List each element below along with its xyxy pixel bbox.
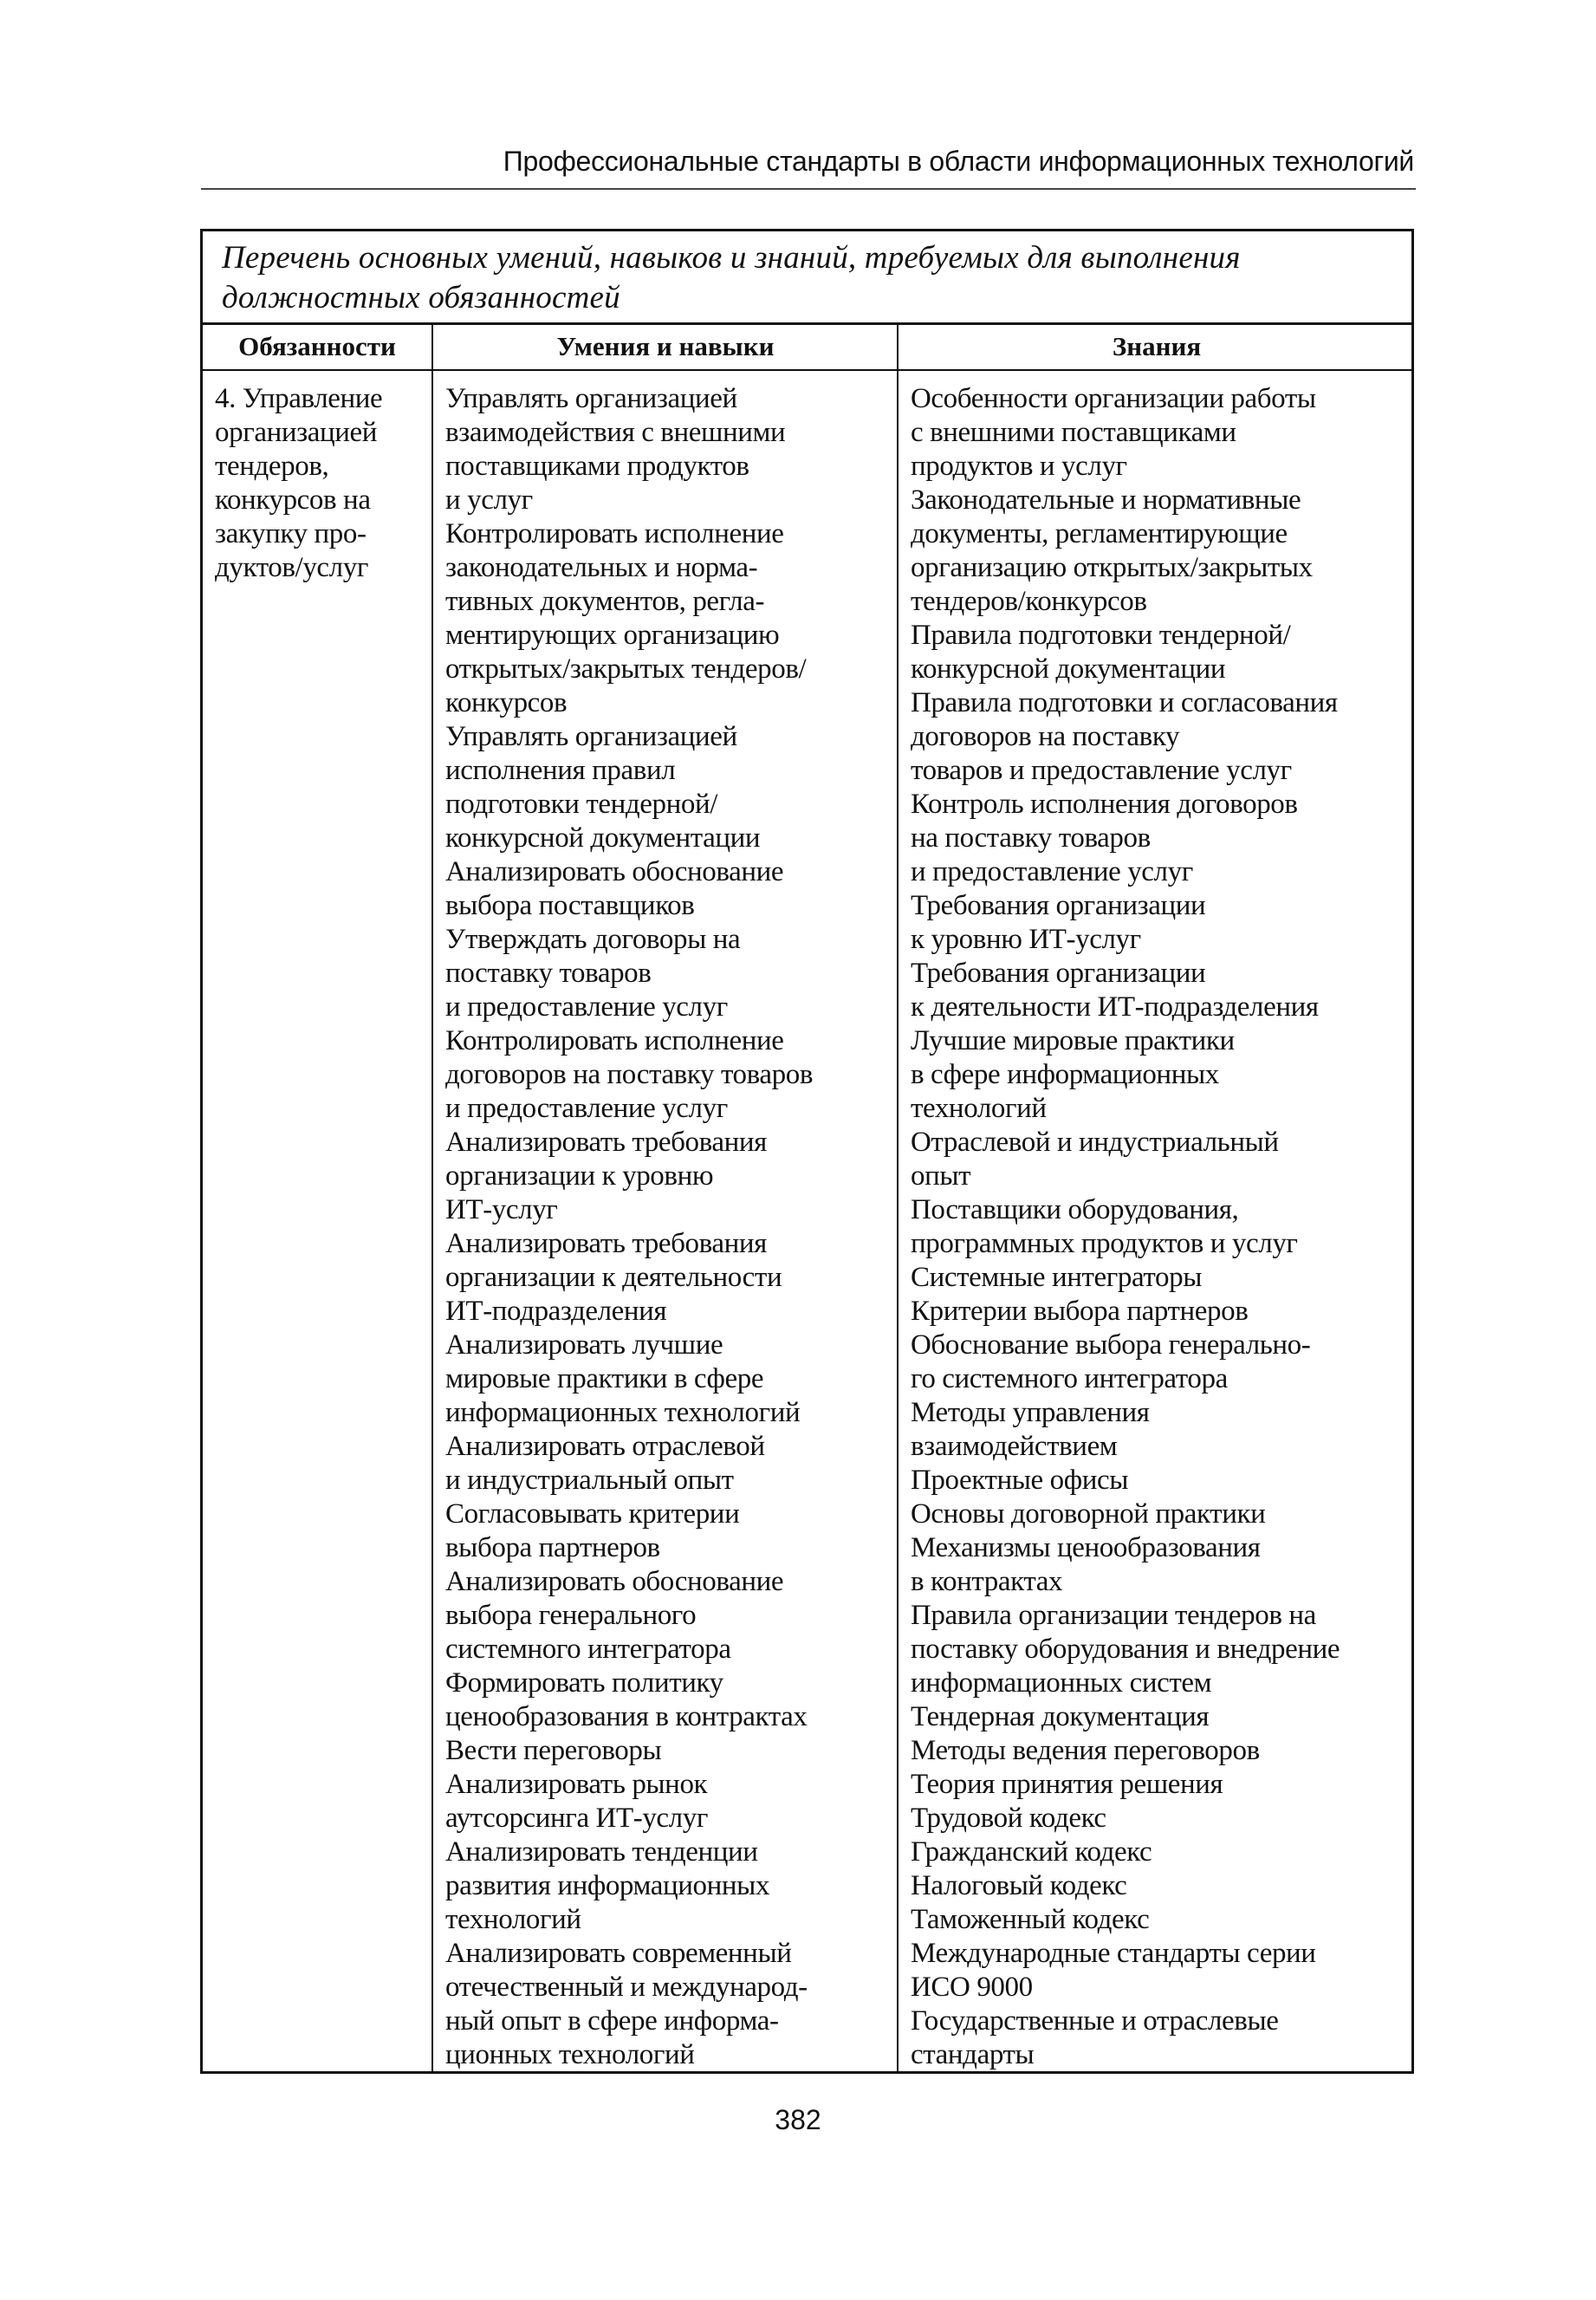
skill-line: договоров на поставку товаров [445, 1059, 814, 1090]
knowledge-line: в сфере информационных [911, 1059, 1219, 1090]
duty-line: конкурсов на [215, 484, 371, 516]
skill-line: Утверждать договоры на [445, 924, 741, 955]
skill-line: ционных технологий [445, 2039, 695, 2070]
skill-line: и предоставление услуг [445, 1093, 728, 1124]
knowledge-line: Гражданский кодекс [911, 1836, 1152, 1868]
knowledge-line: информационных систем [911, 1667, 1212, 1699]
knowledge-line: Особенности организации работы [911, 383, 1316, 414]
skill-line: организации к деятельности [445, 1262, 782, 1293]
column-divider [897, 325, 899, 2071]
knowledge-line: Критерии выбора партнеров [911, 1296, 1249, 1327]
knowledge-line: ИСО 9000 [911, 1972, 1033, 2003]
skill-line: Согласовывать критерии [445, 1498, 740, 1530]
skill-line: выбора генерального [445, 1600, 697, 1631]
skill-line: развития информационных [445, 1870, 770, 1901]
duty-line: организацией [215, 417, 378, 448]
skill-line: отечественный и международ- [445, 1972, 808, 2003]
knowledge-line: опыт [911, 1160, 971, 1192]
skill-line: Анализировать тенденции [445, 1836, 758, 1868]
knowledge-line: Обоснование выбора генерально- [911, 1329, 1311, 1361]
knowledge-line: Законодательные и нормативные [911, 484, 1301, 516]
knowledge-line: Основы договорной практики [911, 1498, 1266, 1530]
running-head: Профессиональные стандарты в области информационных технологий [503, 146, 1414, 177]
knowledge-line: Лучшие мировые практики [911, 1025, 1235, 1056]
skill-line: Вести переговоры [445, 1735, 662, 1766]
skill-line: Анализировать лучшие [445, 1329, 723, 1361]
skill-line: ИТ-подразделения [445, 1296, 667, 1327]
skill-line: законодательных и норма- [445, 552, 758, 583]
knowledge-line: конкурсной документации [911, 653, 1226, 685]
page-number: 382 [775, 2104, 821, 2135]
skill-line: ментирующих организацию [445, 620, 780, 651]
skill-line: Контролировать исполнение [445, 1025, 784, 1056]
knowledge-line: к уровню ИТ-услуг [911, 924, 1141, 955]
knowledge-line: организацию открытых/закрытых [911, 552, 1313, 583]
skill-line: конкурсов [445, 687, 568, 718]
skill-line: Управлять организацией [445, 721, 737, 752]
knowledge-line: Таможенный кодекс [911, 1904, 1150, 1935]
skill-line: поставку товаров [445, 958, 652, 989]
skills-cell [445, 382, 813, 2072]
table-title: Перечень основных умений, навыков и знаний, требуемых для выполнения должностных обязанностей [203, 231, 1411, 325]
duty-line: 4. Управление [215, 383, 383, 414]
skill-line: подготовки тендерной/ [445, 789, 718, 820]
table-header-row [203, 325, 1411, 371]
knowledge-line: Поставщики оборудования, [911, 1194, 1239, 1225]
knowledge-line: продуктов и услуг [911, 451, 1127, 482]
skill-line: ный опыт в сфере информа- [445, 2005, 779, 2037]
skill-line: Анализировать требования [445, 1127, 767, 1158]
knowledge-line: Отраслевой и индустриальный [911, 1127, 1279, 1158]
knowledge-line: с внешними поставщиками [911, 417, 1236, 448]
knowledge-line: Контроль исполнения договоров [911, 789, 1298, 820]
column-divider [431, 325, 433, 2071]
knowledge-line: Правила организации тендеров на [911, 1600, 1316, 1631]
knowledge-line: Теория принятия решения [911, 1769, 1223, 1800]
knowledge-line: Правила подготовки и согласования [911, 687, 1338, 718]
skill-line: Управлять организацией [445, 383, 737, 414]
header-knowledge: Знания [1112, 331, 1202, 361]
knowledge-line: Правила подготовки тендерной/ [911, 620, 1291, 651]
header-skills: Умения и навыки [556, 331, 775, 361]
header-duties: Обязанности [238, 331, 396, 361]
skill-line: Анализировать обоснование [445, 856, 784, 887]
skill-line: информационных технологий [445, 1397, 801, 1428]
skill-line: исполнения правил [445, 755, 676, 786]
skill-line: ценообразования в контрактах [445, 1701, 808, 1732]
duty-line: закупку про- [215, 518, 367, 549]
knowledge-line: взаимодействием [911, 1431, 1118, 1462]
knowledge-line: на поставку товаров [911, 822, 1151, 854]
knowledge-line: программных продуктов и услуг [911, 1228, 1298, 1259]
skill-line: организации к уровню [445, 1160, 714, 1192]
skill-line: Анализировать требования [445, 1228, 767, 1259]
duty-line: тендеров, [215, 451, 329, 482]
skill-line: и индустриальный опыт [445, 1465, 734, 1496]
knowledge-line: Требования организации [911, 958, 1206, 989]
skill-line: ИТ-услуг [445, 1194, 558, 1225]
knowledge-line: поставку оборудования и внедрение [911, 1634, 1340, 1665]
knowledge-line: Механизмы ценообразования [911, 1532, 1261, 1563]
knowledge-line: Тендерная документация [911, 1701, 1210, 1732]
knowledge-line: Методы управления [911, 1397, 1150, 1428]
knowledge-line: товаров и предоставление услуг [911, 755, 1292, 786]
knowledge-line: Налоговый кодекс [911, 1870, 1127, 1901]
knowledge-line: Международные стандарты серии [911, 1938, 1316, 1969]
knowledge-line: Трудовой кодекс [911, 1803, 1106, 1834]
knowledge-line: к деятельности ИТ-подразделения [911, 991, 1319, 1023]
knowledge-line: го системного интегратора [911, 1363, 1228, 1394]
knowledge-line: технологий [911, 1093, 1047, 1124]
knowledge-line: Методы ведения переговоров [911, 1735, 1260, 1766]
skill-line: мировые практики в сфере [445, 1363, 764, 1394]
skill-line: Анализировать отраслевой [445, 1431, 765, 1462]
skills-table [200, 229, 1414, 2074]
skill-line: и предоставление услуг [445, 991, 728, 1023]
skill-line: системного интегратора [445, 1634, 731, 1665]
knowledge-line: тендеров/конкурсов [911, 586, 1147, 617]
skill-line: открытых/закрытых тендеров/ [445, 653, 807, 685]
knowledge-line: Системные интеграторы [911, 1262, 1202, 1293]
skill-line: поставщиками продуктов [445, 451, 749, 482]
skill-line: Формировать политику [445, 1667, 723, 1699]
skill-line: взаимодействия с внешними [445, 417, 786, 448]
knowledge-line: Проектные офисы [911, 1465, 1128, 1496]
skill-line: Анализировать обоснование [445, 1566, 784, 1597]
skill-line: Контролировать исполнение [445, 518, 784, 549]
skill-line: технологий [445, 1904, 581, 1935]
duty-line: дуктов/услуг [215, 552, 368, 583]
skill-line: конкурсной документации [445, 822, 761, 854]
skill-line: аутсорсинга ИТ-услуг [445, 1803, 708, 1834]
skill-line: Анализировать рынок [445, 1769, 708, 1800]
skill-line: выбора партнеров [445, 1532, 660, 1563]
knowledge-line: и предоставление услуг [911, 856, 1193, 887]
knowledge-line: договоров на поставку [911, 721, 1180, 752]
knowledge-line: стандарты [911, 2039, 1035, 2070]
duties-cell [215, 382, 382, 585]
skill-line: Анализировать современный [445, 1938, 792, 1969]
skill-line: и услуг [445, 484, 533, 516]
knowledge-line: Требования организации [911, 890, 1206, 921]
skill-line: тивных документов, регла- [445, 586, 765, 617]
header-rule [201, 188, 1416, 190]
knowledge-cell [911, 382, 1340, 2072]
knowledge-line: Государственные и отраслевые [911, 2005, 1279, 2037]
knowledge-line: в контрактах [911, 1566, 1063, 1597]
skill-line: выбора поставщиков [445, 890, 695, 921]
knowledge-line: документы, регламентирующие [911, 518, 1288, 549]
